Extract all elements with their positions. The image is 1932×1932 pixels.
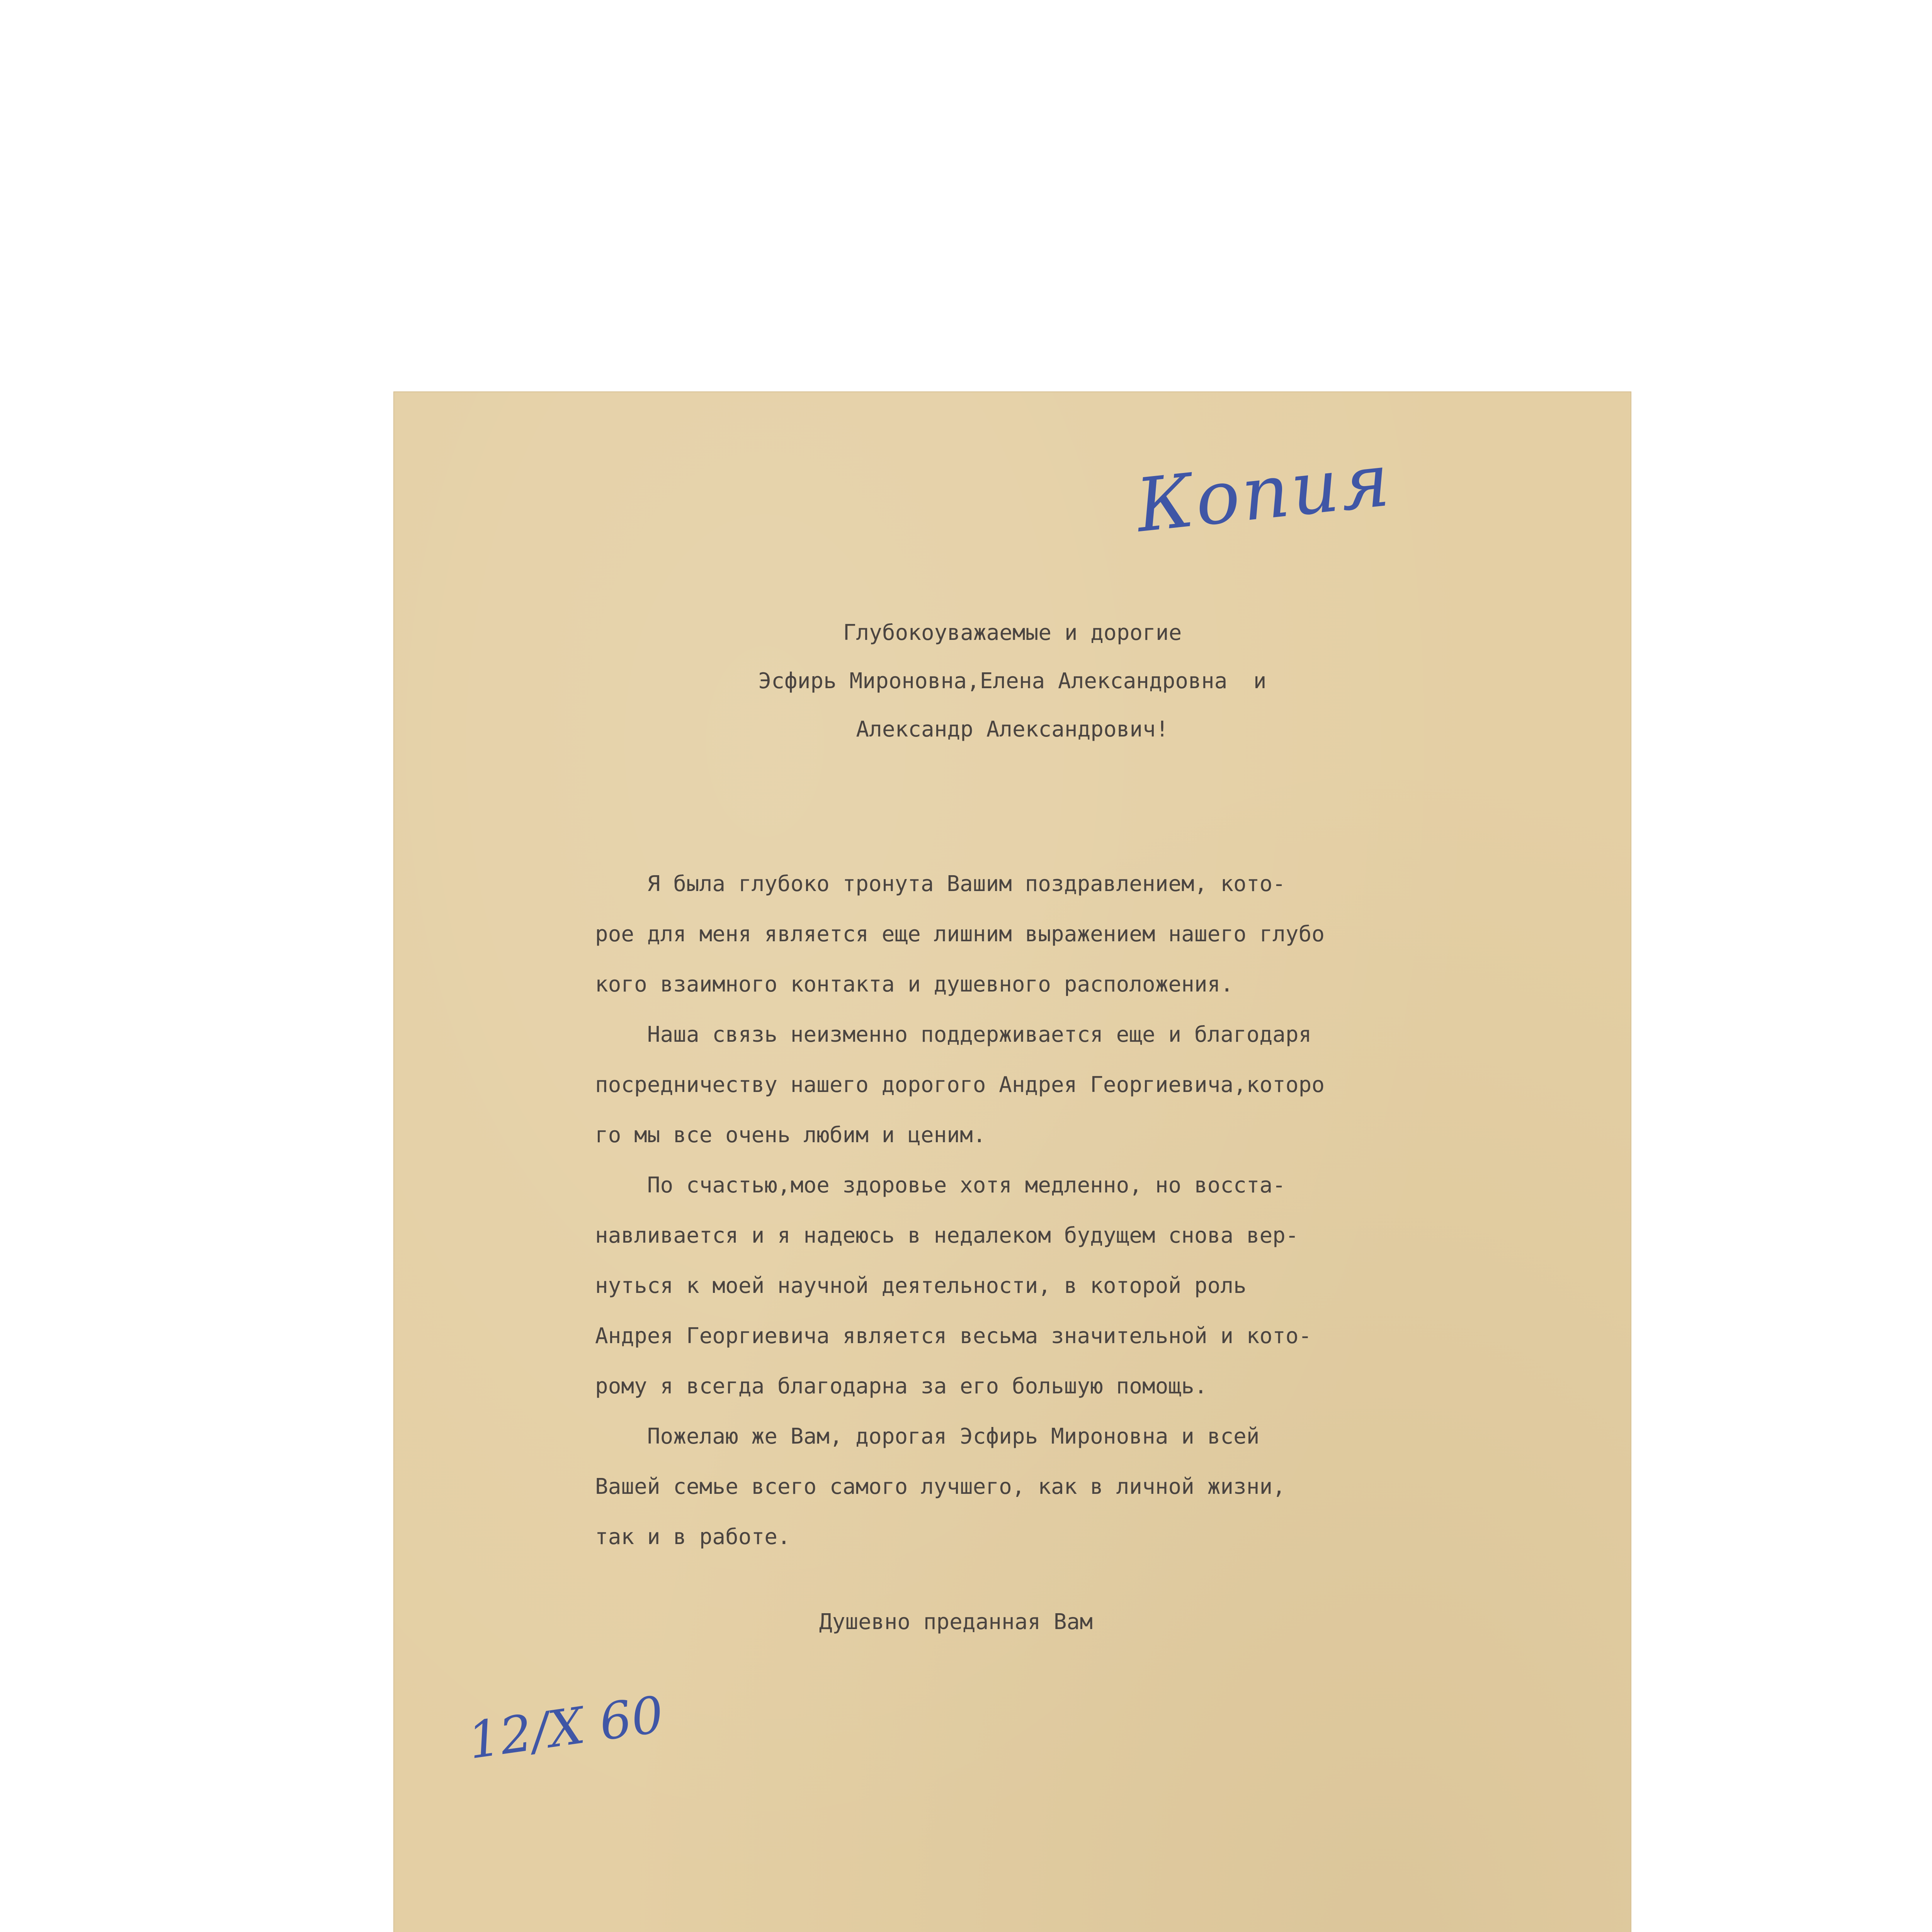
body-line: так и в работе. bbox=[595, 1524, 791, 1549]
body-line: го мы все очень любим и ценим. bbox=[595, 1122, 986, 1148]
salutation-line-2: Эсфирь Мироновна,Елена Александровна и bbox=[758, 668, 1267, 694]
body-line: посредничеству нашего дорогого Андрея Георгиевича,которо bbox=[595, 1072, 1325, 1097]
letter-page bbox=[394, 392, 1631, 1932]
body-line: Наша связь неизменно поддерживается еще и благодаря bbox=[595, 1022, 1312, 1047]
body-line: нуться к моей научной деятельности, в которой роль bbox=[595, 1273, 1247, 1298]
body-line: Вашей семье всего самого лучшего, как в личной жизни, bbox=[595, 1474, 1286, 1499]
body-line: Андрея Георгиевича является весьма значительной и кото- bbox=[595, 1323, 1312, 1349]
body-line: Я была глубоко тронута Вашим поздравлением, кото- bbox=[595, 871, 1286, 896]
body-line: навливается и я надеюсь в недалеком будущем снова вер- bbox=[595, 1223, 1299, 1248]
body-line: рому я всегда благодарна за его большую помощь. bbox=[595, 1374, 1208, 1399]
handwritten-date: 12/X 60 bbox=[464, 1685, 667, 1770]
salutation-line-3: Александр Александрович! bbox=[856, 717, 1169, 742]
body-line: Пожелаю же Вам, дорогая Эсфирь Мироновна и всей bbox=[595, 1424, 1260, 1449]
handwritten-copy-note: Копия bbox=[1132, 437, 1396, 549]
body-line: рое для меня является еще лишним выражением нашего глубо bbox=[595, 922, 1325, 947]
body-line: кого взаимного контакта и душевного расположения. bbox=[595, 972, 1234, 997]
closing-line: Душевно преданная Вам bbox=[819, 1609, 1093, 1634]
salutation-line-1: Глубокоуважаемые и дорогие bbox=[843, 620, 1182, 645]
body-line: По счастью,мое здоровье хотя медленно, но восста- bbox=[595, 1173, 1286, 1198]
